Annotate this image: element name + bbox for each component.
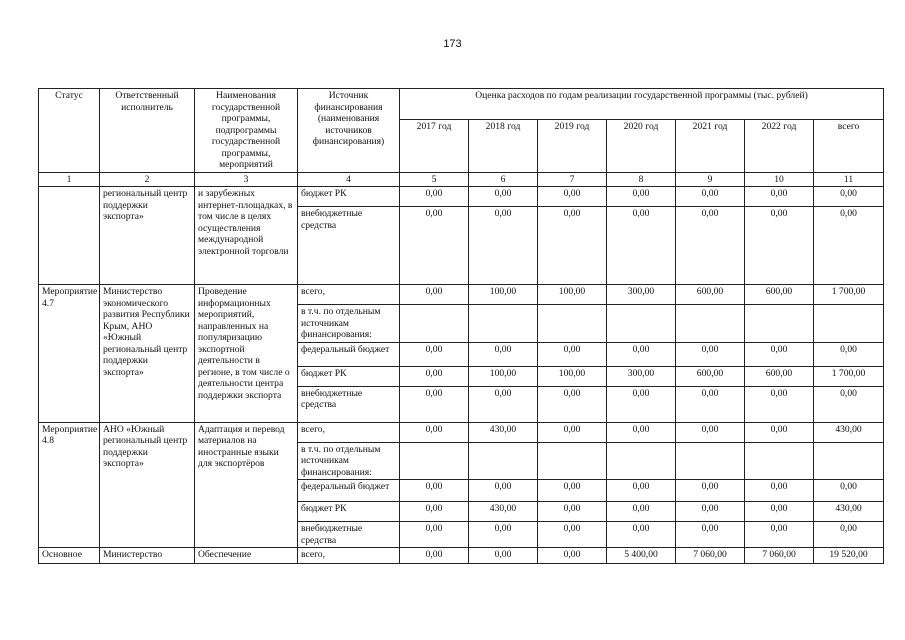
column-number: 1 [39, 172, 100, 187]
year-value-cell: 0,00 [607, 386, 676, 422]
year-value-cell: 0,00 [676, 207, 745, 285]
year-value-cell: 0,00 [469, 522, 538, 548]
status-cell: Мероприятие 4.8 [39, 422, 100, 548]
year-value-cell: 0,00 [676, 480, 745, 502]
year-value-cell: 430,00 [469, 422, 538, 442]
budget-table [38, 88, 884, 564]
year-value-cell: 0,00 [469, 342, 538, 366]
table-row [39, 548, 884, 564]
funding-source-cell: всего, [298, 548, 400, 564]
executor-cell: Министерство [100, 548, 195, 564]
column-number: 9 [676, 172, 745, 187]
year-value-cell: 300,00 [607, 366, 676, 386]
year-value-cell: 600,00 [745, 366, 814, 386]
year-value-cell: 0,00 [400, 480, 469, 502]
year-value-cell: 5 400,00 [607, 548, 676, 564]
year-value-cell: 0,00 [538, 342, 607, 366]
program-name-cell: и зарубежных интернет-площадках, в том числе в целях осуществления международной электронной торговли [195, 187, 298, 285]
year-value-cell: 600,00 [676, 366, 745, 386]
table-body [39, 187, 884, 564]
year-value-cell: 0,00 [538, 207, 607, 285]
total-value-cell: 430,00 [814, 422, 884, 442]
total-value-cell: 1 700,00 [814, 366, 884, 386]
column-number: 2 [100, 172, 195, 187]
header-year-2018: 2018 год [469, 120, 538, 173]
year-value-cell [745, 305, 814, 343]
year-value-cell: 0,00 [469, 187, 538, 207]
year-value-cell: 0,00 [538, 480, 607, 502]
program-name-cell: Проведение информационных мероприятий, направленных на популяризацию экспортной деятельности в регионе, в том числе о деятельности центра поддержки экспорта [195, 285, 298, 423]
year-value-cell: 7 060,00 [676, 548, 745, 564]
total-value-cell: 1 700,00 [814, 285, 884, 305]
program-name-cell: Обеспечение [195, 548, 298, 564]
year-value-cell: 0,00 [676, 502, 745, 522]
year-value-cell [400, 442, 469, 480]
total-value-cell: 0,00 [814, 386, 884, 422]
header-year-2017: 2017 год [400, 120, 469, 173]
column-number: 11 [814, 172, 884, 187]
year-value-cell [538, 305, 607, 343]
year-value-cell: 0,00 [400, 207, 469, 285]
year-value-cell: 0,00 [607, 342, 676, 366]
year-value-cell: 0,00 [469, 386, 538, 422]
year-value-cell: 0,00 [469, 207, 538, 285]
total-value-cell [814, 305, 884, 343]
funding-source-cell: бюджет РК [298, 366, 400, 386]
column-number: 7 [538, 172, 607, 187]
year-value-cell: 0,00 [607, 522, 676, 548]
total-value-cell: 0,00 [814, 342, 884, 366]
year-value-cell: 0,00 [676, 342, 745, 366]
header-source: Источник финансирования (наименования источников финансирования) [298, 89, 400, 173]
total-value-cell: 0,00 [814, 187, 884, 207]
year-value-cell: 0,00 [745, 187, 814, 207]
program-name-cell: Адаптация и перевод материалов на иностранные языки для экспортёров [195, 422, 298, 548]
funding-source-cell: бюджет РК [298, 187, 400, 207]
year-value-cell: 0,00 [607, 187, 676, 207]
year-value-cell: 0,00 [745, 422, 814, 442]
column-number: 4 [298, 172, 400, 187]
year-value-cell: 0,00 [745, 386, 814, 422]
column-number: 3 [195, 172, 298, 187]
funding-source-cell: внебюджетные средства [298, 522, 400, 548]
executor-cell: АНО «Южный региональный центр поддержки экспорта» [100, 422, 195, 548]
year-value-cell: 0,00 [745, 207, 814, 285]
total-value-cell: 0,00 [814, 480, 884, 502]
total-value-cell: 430,00 [814, 502, 884, 522]
table-row [39, 187, 884, 207]
year-value-cell: 0,00 [400, 187, 469, 207]
table-row [39, 285, 884, 305]
header-year-2021: 2021 год [676, 120, 745, 173]
year-value-cell: 0,00 [400, 502, 469, 522]
year-value-cell: 0,00 [469, 480, 538, 502]
year-value-cell: 0,00 [745, 502, 814, 522]
table-header [39, 89, 884, 187]
funding-source-cell: всего, [298, 422, 400, 442]
year-value-cell: 100,00 [538, 366, 607, 386]
year-value-cell: 0,00 [607, 502, 676, 522]
year-value-cell: 7 060,00 [745, 548, 814, 564]
total-value-cell [814, 442, 884, 480]
funding-source-cell: всего, [298, 285, 400, 305]
status-cell: Мероприятие 4.7 [39, 285, 100, 423]
year-value-cell: 0,00 [607, 480, 676, 502]
executor-cell: Министерство экономического развития Республики Крым, АНО «Южный региональный центр поддержки экспорта» [100, 285, 195, 423]
year-value-cell [676, 442, 745, 480]
status-cell: Основное [39, 548, 100, 564]
column-number: 8 [607, 172, 676, 187]
year-value-cell: 0,00 [400, 522, 469, 548]
funding-source-cell: федеральный бюджет [298, 342, 400, 366]
year-value-cell: 600,00 [745, 285, 814, 305]
year-value-cell: 0,00 [745, 480, 814, 502]
year-value-cell: 600,00 [676, 285, 745, 305]
year-value-cell: 0,00 [676, 187, 745, 207]
year-value-cell: 0,00 [538, 386, 607, 422]
year-value-cell: 300,00 [607, 285, 676, 305]
year-value-cell: 0,00 [607, 422, 676, 442]
year-value-cell [607, 442, 676, 480]
year-value-cell: 0,00 [607, 207, 676, 285]
year-value-cell [607, 305, 676, 343]
year-value-cell: 100,00 [469, 366, 538, 386]
header-total: всего [814, 120, 884, 173]
header-year-2020: 2020 год [607, 120, 676, 173]
year-value-cell: 0,00 [400, 422, 469, 442]
table-row [39, 422, 884, 442]
funding-source-cell: федеральный бюджет [298, 480, 400, 502]
column-number-row [39, 172, 884, 187]
year-value-cell: 430,00 [469, 502, 538, 522]
year-value-cell: 0,00 [400, 366, 469, 386]
year-value-cell [400, 305, 469, 343]
header-year-2019: 2019 год [538, 120, 607, 173]
year-value-cell: 0,00 [538, 502, 607, 522]
header-status: Статус [39, 89, 100, 173]
total-value-cell: 0,00 [814, 207, 884, 285]
year-value-cell: 0,00 [469, 548, 538, 564]
year-value-cell [538, 442, 607, 480]
total-value-cell: 19 520,00 [814, 548, 884, 564]
column-number: 10 [745, 172, 814, 187]
funding-source-cell: в т.ч. по отдельным источникам финансирования: [298, 442, 400, 480]
year-value-cell: 0,00 [676, 522, 745, 548]
header-executor: Ответственный исполнитель [100, 89, 195, 173]
header-program-name: Наименования государственной программы, подпрограммы государственной программы, мероприятий [195, 89, 298, 173]
year-value-cell: 0,00 [400, 548, 469, 564]
year-value-cell: 100,00 [469, 285, 538, 305]
year-value-cell: 0,00 [400, 386, 469, 422]
status-cell [39, 187, 100, 285]
funding-source-cell: внебюджетные средства [298, 207, 400, 285]
header-year-2022: 2022 год [745, 120, 814, 173]
year-value-cell [676, 305, 745, 343]
year-value-cell: 0,00 [676, 422, 745, 442]
year-value-cell: 0,00 [745, 522, 814, 548]
executor-cell: региональный центр поддержки экспорта» [100, 187, 195, 285]
year-value-cell: 0,00 [538, 548, 607, 564]
header-estimate: Оценка расходов по годам реализации государственной программы (тыс. рублей) [400, 89, 884, 120]
funding-source-cell: бюджет РК [298, 502, 400, 522]
column-number: 6 [469, 172, 538, 187]
year-value-cell [745, 442, 814, 480]
year-value-cell: 0,00 [745, 342, 814, 366]
year-value-cell: 0,00 [538, 522, 607, 548]
year-value-cell [469, 305, 538, 343]
year-value-cell: 0,00 [400, 342, 469, 366]
year-value-cell: 0,00 [400, 285, 469, 305]
page-number: 173 [443, 38, 462, 50]
year-value-cell [469, 442, 538, 480]
year-value-cell: 0,00 [676, 386, 745, 422]
total-value-cell: 0,00 [814, 522, 884, 548]
year-value-cell: 100,00 [538, 285, 607, 305]
year-value-cell: 0,00 [538, 187, 607, 207]
year-value-cell: 0,00 [538, 422, 607, 442]
column-number: 5 [400, 172, 469, 187]
funding-source-cell: в т.ч. по отдельным источникам финансирования: [298, 305, 400, 343]
funding-source-cell: внебюджетные средства [298, 386, 400, 422]
